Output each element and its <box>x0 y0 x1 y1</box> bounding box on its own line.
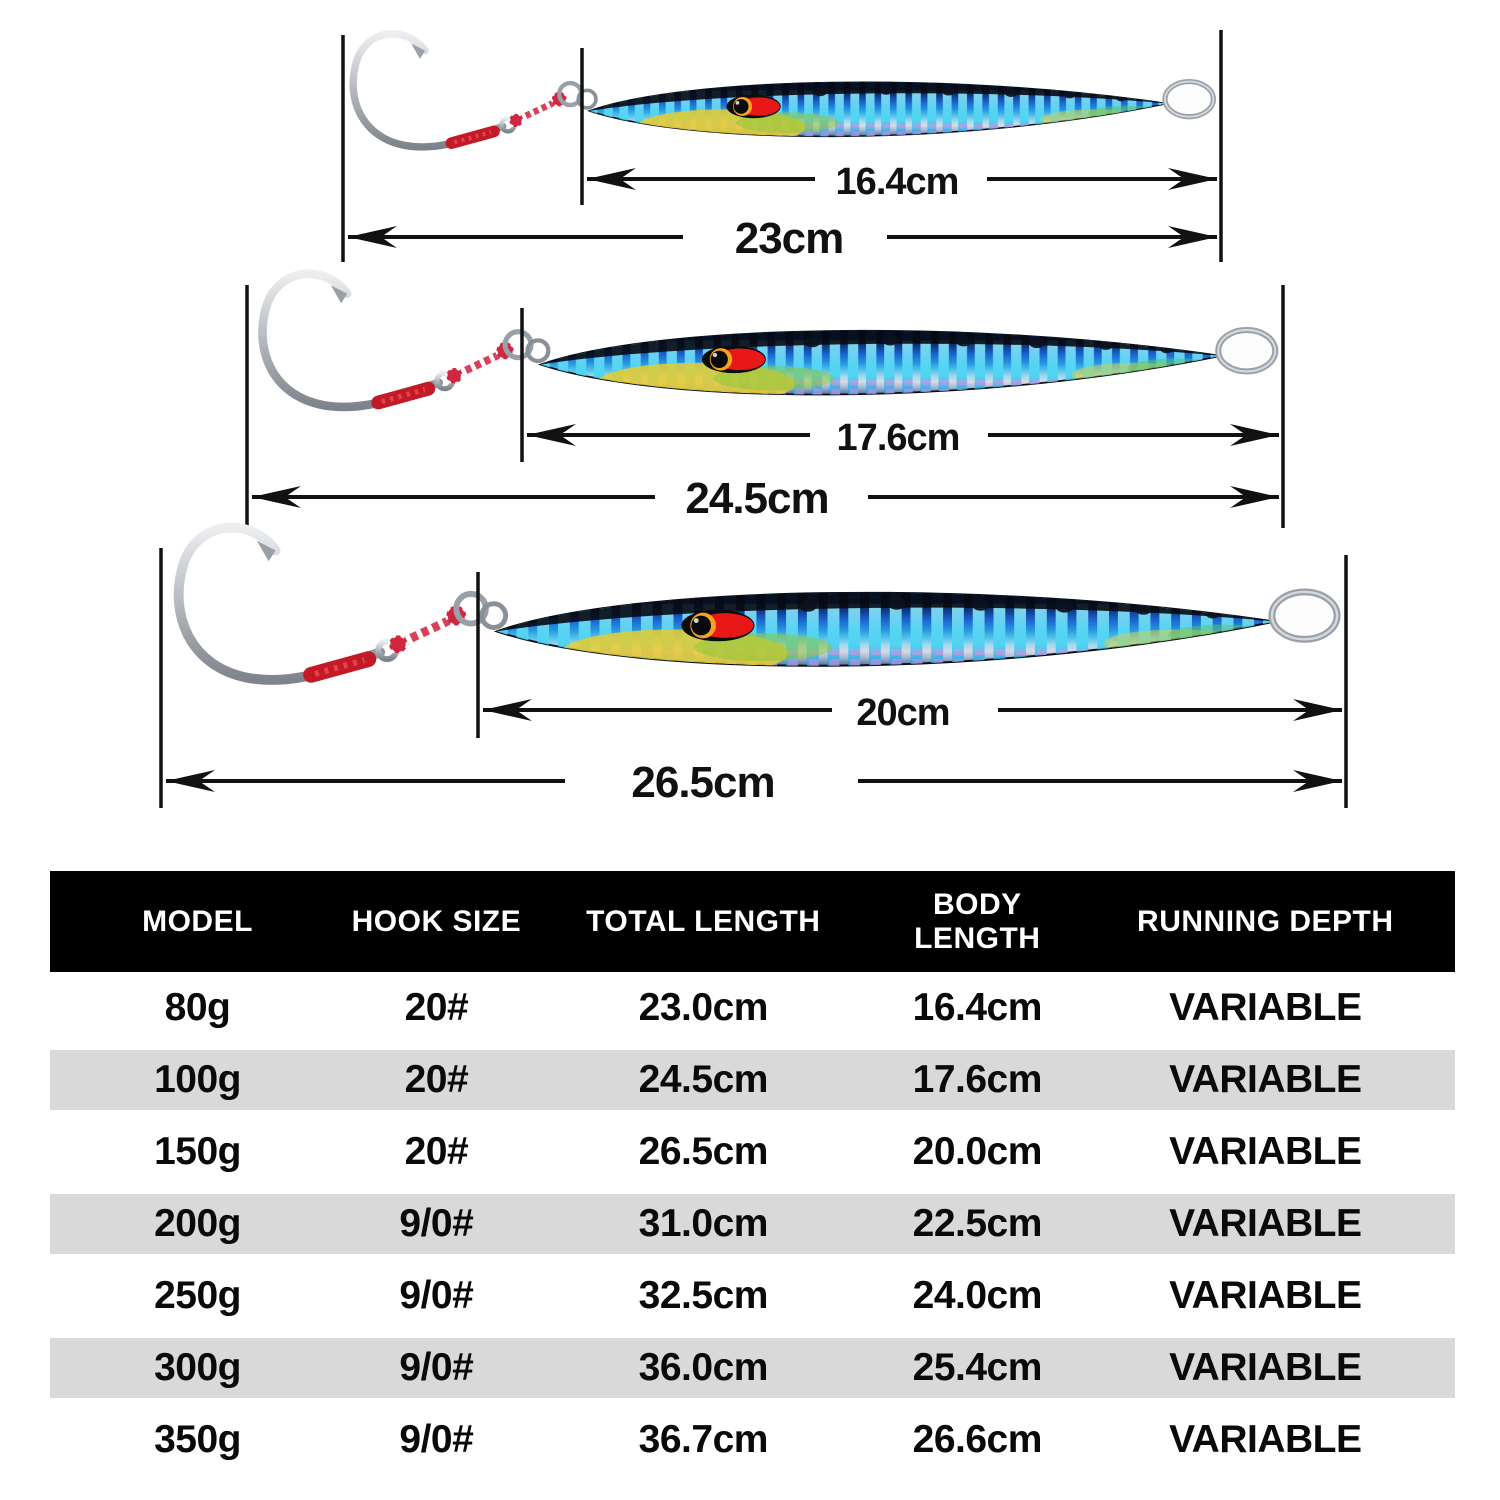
table-cell: 20.0cm <box>912 1130 1042 1173</box>
table-cell: 100g <box>154 1058 241 1101</box>
table-row <box>50 1116 1455 1188</box>
lure-diagram-150g <box>0 540 1500 870</box>
table-cell: 23.0cm <box>638 986 768 1029</box>
table-cell: 9/0# <box>399 1346 474 1389</box>
spec-table <box>50 871 1455 1476</box>
table-cell: 16.4cm <box>912 986 1042 1029</box>
column-header-body-length: BODY LENGTH <box>914 887 1041 955</box>
total-length-dimension <box>252 474 1279 523</box>
table-cell: 31.0cm <box>638 1202 768 1245</box>
column-header-hook-size: HOOK SIZE <box>351 904 522 938</box>
table-cell: 9/0# <box>399 1418 474 1461</box>
table-cell: 36.7cm <box>638 1418 768 1461</box>
lure-figure-150g <box>0 540 1500 870</box>
body-length-label: 16.4cm <box>835 161 959 203</box>
table-cell: 17.6cm <box>912 1058 1042 1101</box>
body-length-dimension <box>587 161 1217 203</box>
table-cell: 9/0# <box>399 1202 474 1245</box>
lure-diagram-100g <box>0 270 1500 540</box>
lure-figure-100g <box>0 270 1500 540</box>
table-row <box>50 1404 1455 1476</box>
table-cell: 250g <box>154 1274 241 1317</box>
table-cell: VARIABLE <box>1169 1418 1362 1461</box>
table-cell: 350g <box>154 1418 241 1461</box>
table-row <box>50 1260 1455 1332</box>
spec-table-header <box>50 871 1455 972</box>
table-cell: 80g <box>164 986 231 1029</box>
table-cell: 200g <box>154 1202 241 1245</box>
column-header-running-depth: RUNNING DEPTH <box>1137 904 1394 938</box>
table-cell: 20# <box>404 1058 469 1101</box>
table-cell: VARIABLE <box>1169 986 1362 1029</box>
lure-illustration <box>353 34 1213 147</box>
total-length-label: 26.5cm <box>631 758 775 807</box>
table-cell: 9/0# <box>399 1274 474 1317</box>
column-header-total-length: TOTAL LENGTH <box>586 904 821 938</box>
table-cell: 150g <box>154 1130 241 1173</box>
table-cell: VARIABLE <box>1169 1274 1362 1317</box>
lure-figure-80g <box>0 0 1500 270</box>
table-cell: 24.5cm <box>638 1058 768 1101</box>
table-cell: 26.6cm <box>912 1418 1042 1461</box>
table-cell: 300g <box>154 1346 241 1389</box>
table-row <box>50 972 1455 1044</box>
table-cell: 22.5cm <box>912 1202 1042 1245</box>
table-row <box>50 1044 1455 1116</box>
table-cell: 20# <box>404 986 469 1029</box>
table-cell: VARIABLE <box>1169 1130 1362 1173</box>
lure-illustration <box>262 274 1275 407</box>
lure-illustration <box>179 528 1337 680</box>
body-length-label: 20cm <box>856 692 950 734</box>
table-cell: 24.0cm <box>912 1274 1042 1317</box>
table-cell: 20# <box>404 1130 469 1173</box>
table-cell: VARIABLE <box>1169 1202 1362 1245</box>
table-row <box>50 1188 1455 1260</box>
body-length-dimension <box>527 417 1279 459</box>
total-length-dimension <box>166 758 1342 807</box>
column-header-model: MODEL <box>142 904 253 938</box>
table-cell: VARIABLE <box>1169 1058 1362 1101</box>
table-body <box>50 972 1455 1476</box>
table-cell: 26.5cm <box>638 1130 768 1173</box>
total-length-label: 24.5cm <box>685 474 829 523</box>
table-row <box>50 1332 1455 1404</box>
lure-diagram-80g <box>0 0 1500 270</box>
body-length-label: 17.6cm <box>836 417 960 459</box>
table-cell: 36.0cm <box>638 1346 768 1389</box>
total-length-dimension <box>348 214 1217 263</box>
total-length-label: 23cm <box>734 214 844 263</box>
body-length-dimension <box>483 692 1342 734</box>
table-cell: VARIABLE <box>1169 1346 1362 1389</box>
table-cell: 25.4cm <box>912 1346 1042 1389</box>
table-cell: 32.5cm <box>638 1274 768 1317</box>
